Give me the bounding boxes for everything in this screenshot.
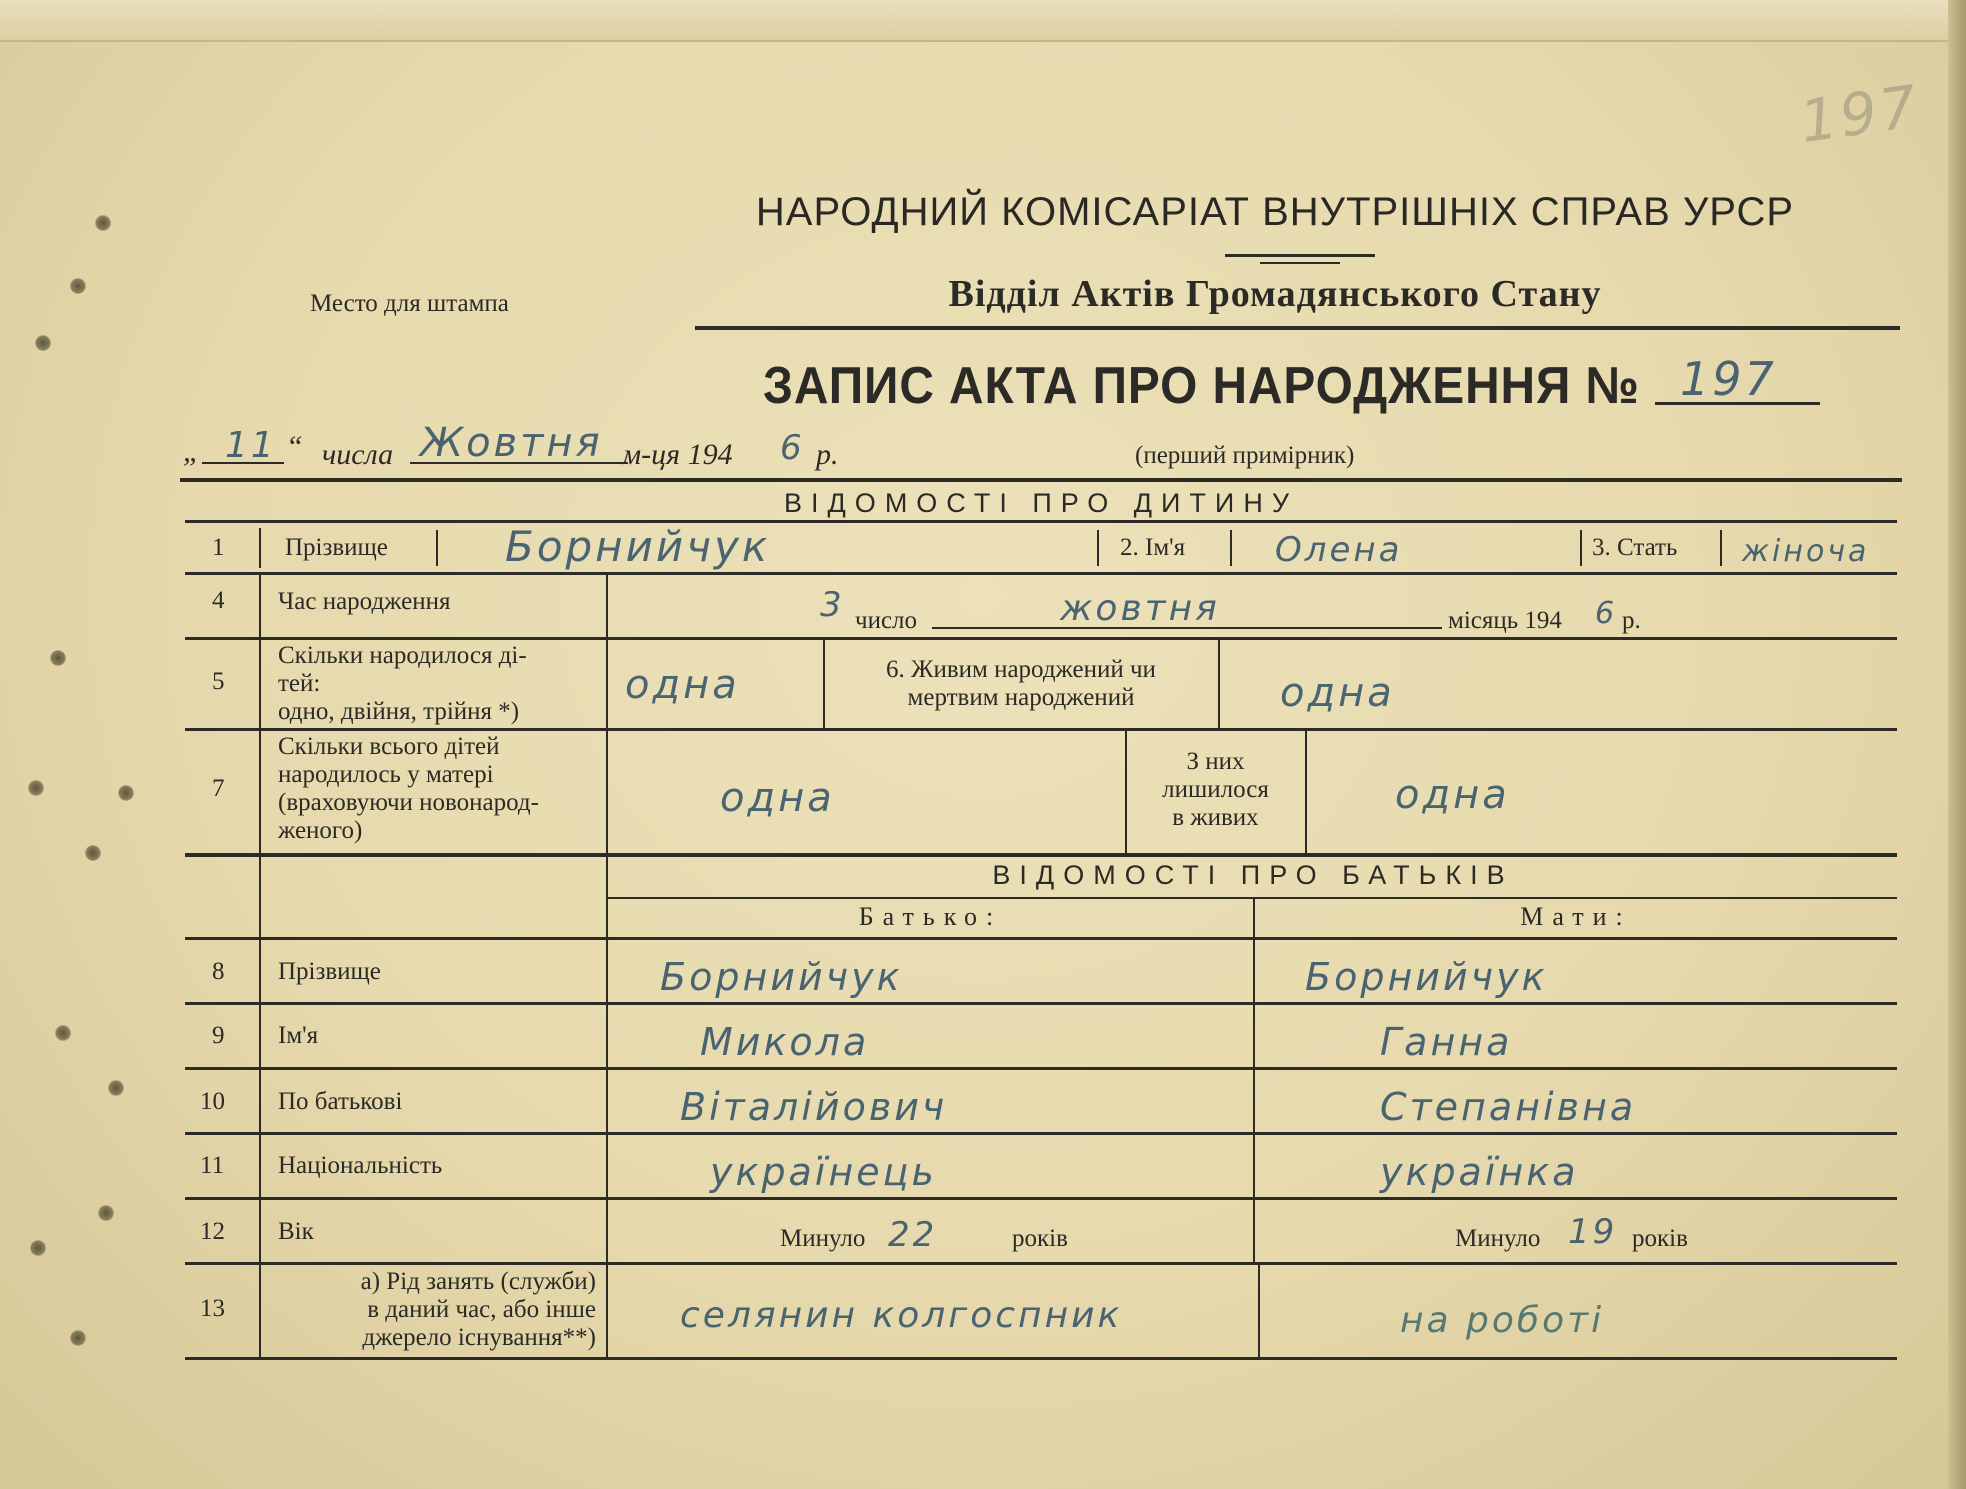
patronymic-label: По батькові xyxy=(278,1088,403,1115)
age-label: Вік xyxy=(278,1218,314,1245)
row-divider xyxy=(606,1005,608,1067)
binding-hole-icon xyxy=(55,1025,71,1041)
mother-occupation-value: на роботі xyxy=(1400,1300,1605,1341)
mother-age-prefix: Минуло xyxy=(1455,1225,1541,1252)
row-divider xyxy=(259,528,261,568)
births-count-label-line: Скільки народилося ді- xyxy=(278,642,527,669)
row-divider xyxy=(1580,530,1582,566)
row-divider xyxy=(1720,530,1722,566)
row-number: 5 xyxy=(212,668,225,695)
row-rule xyxy=(185,1197,1897,1200)
mother-age-suffix: років xyxy=(1632,1225,1688,1252)
total-children-label xyxy=(278,733,539,845)
table-bottom-rule xyxy=(185,1357,1897,1360)
father-age-value: 22 xyxy=(888,1215,938,1255)
row-number: 13 xyxy=(200,1295,225,1322)
mother-surname-value: Борнийчук xyxy=(1305,955,1548,999)
parents-section-heading: ВІДОМОСТІ ПРО БАТЬКІВ xyxy=(992,860,1514,890)
total-children-label-line: народилось у матері xyxy=(278,761,494,788)
copy-note: (перший примірник) xyxy=(1135,442,1355,469)
father-name-value: Микола xyxy=(700,1020,870,1064)
mother-age-value: 19 xyxy=(1568,1212,1618,1252)
date-year-suffix: р. xyxy=(816,438,839,471)
date-day-label: числа xyxy=(322,438,394,471)
row-divider xyxy=(606,940,608,1002)
birth-time-label: Час народження xyxy=(278,588,451,615)
row-rule xyxy=(185,1067,1897,1070)
child-sex-value: жіноча xyxy=(1742,534,1870,569)
table-top-rule xyxy=(180,478,1902,482)
row-divider xyxy=(259,731,261,853)
alive-born-label-line: 6. Живим народжений чи xyxy=(886,656,1156,683)
date-quote-close: “ xyxy=(286,430,303,463)
birth-year-suffix: р. xyxy=(1622,607,1641,634)
child-surname-label: Прізвище xyxy=(285,534,388,561)
total-children-value: одна xyxy=(720,775,835,821)
row-divider xyxy=(259,940,261,1002)
occupation-label-line: а) Рід занять (служби) xyxy=(360,1268,596,1295)
date-month-value: Жовтня xyxy=(420,420,603,466)
record-number-value: 197 xyxy=(1680,352,1777,406)
row-divider xyxy=(1125,731,1127,853)
department-heading: Відділ Актів Громадянського Стану xyxy=(948,273,1602,315)
birth-month-label: місяць 194 xyxy=(1448,607,1562,634)
births-count-label-line: тей: xyxy=(278,670,321,697)
birth-day-value: 3 xyxy=(820,585,845,625)
row-number: 11 xyxy=(200,1152,225,1179)
row-divider xyxy=(1253,1135,1255,1197)
surviving-label-line: лишилося xyxy=(1162,776,1269,803)
father-age-suffix: років xyxy=(1012,1225,1068,1252)
archive-corner-number: 197 xyxy=(1795,72,1924,156)
births-count-label-line: одно, двійня, трійня *) xyxy=(278,698,520,725)
stamp-placeholder-label: Место для штампа xyxy=(310,290,509,317)
row-number: 1 xyxy=(212,534,225,561)
total-children-label-line: женого) xyxy=(278,817,363,844)
row-divider xyxy=(1253,1005,1255,1067)
total-children-label-line: Скільки всього дітей xyxy=(278,733,500,760)
row-divider xyxy=(1305,731,1307,853)
alive-born-label xyxy=(826,656,1216,712)
occupation-label xyxy=(278,1268,596,1352)
parent-surname-label: Прізвище xyxy=(278,958,381,985)
row-number: 7 xyxy=(212,775,225,802)
birth-month-value: жовтня xyxy=(1060,588,1220,629)
row-divider xyxy=(259,640,261,728)
department-underline xyxy=(695,326,1900,330)
child-heading-rule xyxy=(185,520,1897,523)
row-divider xyxy=(259,1265,261,1357)
row-divider xyxy=(259,1070,261,1132)
row-number: 8 xyxy=(212,958,225,985)
row-divider xyxy=(259,575,261,637)
date-day-value: 11 xyxy=(225,425,277,466)
header-ornament-rule xyxy=(1260,262,1340,264)
row-divider xyxy=(606,1070,608,1132)
binding-hole-icon xyxy=(70,1330,86,1346)
child-name-label: 2. Ім'я xyxy=(1120,534,1186,561)
binding-hole-icon xyxy=(98,1205,114,1221)
alive-born-label-line: мертвим народжений xyxy=(907,684,1135,711)
father-patronymic-value: Віталійович xyxy=(680,1085,948,1129)
father-column-heading: Батько: xyxy=(858,902,1003,931)
row-divider xyxy=(606,1265,608,1357)
occupation-label-line: джерело існування**) xyxy=(362,1324,596,1351)
row-number: 12 xyxy=(200,1218,225,1245)
child-surname-value: Борнийчук xyxy=(505,522,771,571)
date-year-value: 6 xyxy=(780,428,805,468)
row-number: 4 xyxy=(212,587,225,614)
row-rule xyxy=(185,1132,1897,1135)
nationality-label: Національність xyxy=(278,1152,443,1179)
child-section-heading: ВІДОМОСТІ ПРО ДИТИНУ xyxy=(784,488,1298,518)
paper-top-edge xyxy=(0,0,1966,42)
mother-column-heading: Мати: xyxy=(1520,902,1632,931)
binding-hole-icon xyxy=(85,845,101,861)
document-title: ЗАПИС АКТА ПРО НАРОДЖЕННЯ № xyxy=(763,357,1640,415)
birth-day-label: число xyxy=(855,607,918,634)
occupation-label-line: в даний час, або інше xyxy=(367,1296,596,1323)
row-rule xyxy=(185,937,1897,940)
surviving-label xyxy=(1128,748,1303,832)
row-divider xyxy=(823,640,825,728)
date-month-label: м-ця 194 xyxy=(622,438,733,471)
row-divider xyxy=(606,640,608,728)
row-divider xyxy=(606,1135,608,1197)
child-name-value: Олена xyxy=(1275,530,1403,570)
row-divider xyxy=(436,530,438,566)
row-rule xyxy=(185,1002,1897,1005)
row-divider xyxy=(606,1200,608,1262)
surviving-label-line: в живих xyxy=(1172,804,1259,831)
binding-hole-icon xyxy=(30,1240,46,1256)
father-nationality-value: українець xyxy=(710,1150,937,1194)
row-rule xyxy=(185,853,1897,857)
row-divider xyxy=(259,1135,261,1197)
row-divider xyxy=(1258,1265,1260,1357)
row-divider xyxy=(1218,640,1220,728)
total-children-label-line: (враховуючи новонарод- xyxy=(278,789,539,816)
row-divider xyxy=(1097,530,1099,566)
row-rule xyxy=(185,728,1897,731)
row-divider xyxy=(606,575,608,637)
row-rule xyxy=(185,637,1897,640)
father-surname-value: Борнийчук xyxy=(660,955,903,999)
row-divider xyxy=(1253,940,1255,1002)
binding-hole-icon xyxy=(108,1080,124,1096)
paper-right-edge xyxy=(1948,0,1966,1489)
row-divider xyxy=(259,857,261,937)
father-occupation-value: селянин колгоспник xyxy=(680,1295,1123,1336)
row-divider xyxy=(259,1200,261,1262)
surviving-value: одна xyxy=(1395,772,1510,818)
father-age-prefix: Минуло xyxy=(780,1225,866,1252)
row-number: 9 xyxy=(212,1022,225,1049)
mother-patronymic-value: Степанівна xyxy=(1380,1085,1637,1129)
row-divider xyxy=(259,1005,261,1067)
births-count-value: одна xyxy=(625,662,740,708)
row-rule xyxy=(185,572,1897,575)
row-rule xyxy=(185,1262,1897,1265)
binding-hole-icon xyxy=(50,650,66,666)
birth-year-value: 6 xyxy=(1595,596,1618,631)
births-count-label xyxy=(278,642,527,726)
parent-name-label: Ім'я xyxy=(278,1022,319,1049)
binding-hole-icon xyxy=(35,335,51,351)
row-divider xyxy=(1253,1070,1255,1132)
row-number: 10 xyxy=(200,1088,225,1115)
row-divider xyxy=(1253,1200,1255,1262)
surviving-label-line: З них xyxy=(1186,748,1245,775)
binding-hole-icon xyxy=(70,278,86,294)
mother-name-value: Ганна xyxy=(1380,1020,1513,1064)
mother-nationality-value: українка xyxy=(1380,1150,1579,1194)
date-quote-open: „ xyxy=(183,435,200,468)
alive-born-value: одна xyxy=(1280,670,1395,716)
child-sex-label: 3. Стать xyxy=(1592,534,1678,561)
ministry-heading: НАРОДНИЙ КОМІСАРІАТ ВНУТРІШНІХ СПРАВ УРСР xyxy=(755,190,1795,234)
binding-hole-icon xyxy=(28,780,44,796)
row-divider xyxy=(606,731,608,853)
header-ornament-rule xyxy=(1225,254,1375,257)
binding-hole-icon xyxy=(95,215,111,231)
row-divider xyxy=(1230,530,1232,566)
binding-hole-icon xyxy=(118,785,134,801)
